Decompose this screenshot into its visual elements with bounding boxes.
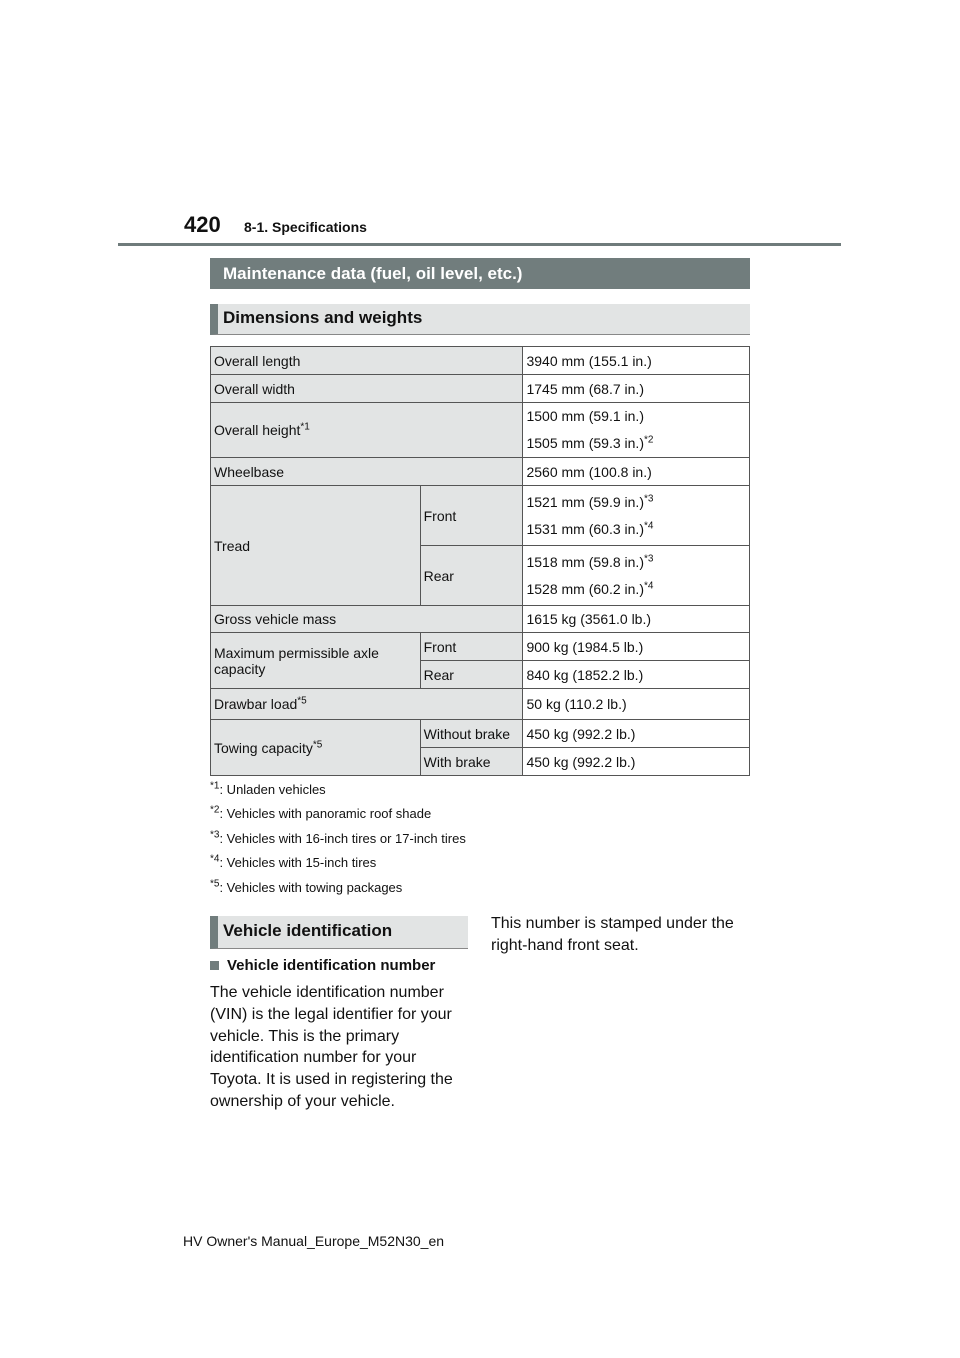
overall-width-label: Overall width: [211, 375, 523, 403]
axle-capacity-label: Maximum permissible axle capacity: [211, 633, 421, 689]
table-row: [211, 347, 750, 375]
tread-front-value: 1521 mm (59.9 in.)$^{*3}$ 1531 mm (60.3 in.)$^{*4}$: [523, 486, 750, 546]
axle-rear-label: Rear: [420, 661, 523, 689]
page-footer: HV Owner's Manual_Europe_M52N30_en: [183, 1233, 445, 1249]
towing-with-brake-value: 450 kg (992.2 lb.): [523, 748, 750, 776]
axle-front-label: Front: [420, 633, 523, 661]
overall-length-value: 3940 mm (155.1 in.): [523, 347, 750, 375]
section-label: 8-1. Specifications: [244, 219, 367, 235]
towing-without-brake-label: Without brake: [420, 720, 523, 748]
table-row: [211, 403, 750, 458]
footnote-ref: *5: [312, 738, 323, 750]
dimensions-heading: Dimensions and weights: [210, 304, 750, 335]
footnote: $^{*4}$: Vehicles with 15-inch tires: [210, 853, 377, 871]
towing-without-brake-value: 450 kg (992.2 lb.): [523, 720, 750, 748]
axle-front-value: 900 kg (1984.5 lb.): [523, 633, 750, 661]
footnote-ref: *4: [643, 579, 654, 591]
towing-capacity-label: Towing capacity$^{*5}$: [211, 720, 421, 776]
table-row: [211, 458, 750, 486]
dimensions-table: [210, 346, 750, 776]
gross-vehicle-mass-label: Gross vehicle mass: [211, 606, 523, 633]
square-bullet-icon: [210, 961, 219, 970]
page-number: 420: [184, 212, 221, 237]
tread-rear-value: 1518 mm (59.8 in.)$^{*3}$ 1528 mm (60.2 in.)$^{*4}$: [523, 546, 750, 606]
axle-rear-value: 840 kg (1852.2 lb.): [523, 661, 750, 689]
main-heading: Maintenance data (fuel, oil level, etc.): [210, 258, 750, 289]
footnote: $^{*2}$: Vehicles with panoramic roof shade: [210, 805, 432, 822]
footnote-ref: *2: [643, 434, 654, 446]
footnote: $^{*3}$: Vehicles with 16-inch tires or 17-inch tires: [210, 829, 466, 846]
footnotes: [210, 778, 466, 900]
tread-rear-label: Rear: [420, 546, 523, 606]
towing-with-brake-label: With brake: [420, 748, 523, 776]
drawbar-load-value: 50 kg (110.2 lb.): [523, 689, 750, 720]
vehicle-identification-heading: Vehicle identification: [210, 916, 468, 949]
overall-height-value: 1500 mm (59.1 in.) 1505 mm (59.3 in.)$^{*2}$: [523, 403, 750, 458]
gross-vehicle-mass-value: 1615 kg (3561.0 lb.): [523, 606, 750, 633]
wheelbase-value: 2560 mm (100.8 in.): [523, 458, 750, 486]
overall-width-value: 1745 mm (68.7 in.): [523, 375, 750, 403]
wheelbase-label: Wheelbase: [211, 458, 523, 486]
overall-length-label: Overall length: [211, 347, 523, 375]
vin-location-text: This number is stamped under the right-hand front seat.: [491, 915, 734, 954]
table-row: [211, 486, 750, 546]
drawbar-load-label: Drawbar load$^{*5}$: [211, 689, 523, 720]
footnote: $^{*5}$: Vehicles with towing packages: [210, 878, 403, 895]
footnote-ref: *5: [297, 695, 307, 707]
tread-label: Tread: [211, 486, 421, 606]
table-row: [211, 689, 750, 720]
table-row: [211, 633, 750, 661]
footnote-ref: *4: [643, 519, 654, 531]
vin-description: The vehicle identification number (VIN) is the legal identifier for your vehicle. This is the primary identification number for your Toyota. It is used in registering the ownership of your vehicle.: [210, 984, 453, 1110]
footnote-ref: *3: [643, 492, 654, 504]
footnote: $^{*1}$: Unladen vehicles: [210, 780, 326, 797]
overall-height-label: Overall height$^{*1}$: [211, 403, 523, 458]
table-row: [211, 375, 750, 403]
table-row: [211, 606, 750, 633]
vin-title: Vehicle identification number: [210, 957, 435, 974]
footnote-ref: *3: [643, 552, 654, 564]
header-divider: [118, 243, 841, 246]
footnote-ref: *1: [300, 421, 310, 433]
table-row: [211, 720, 750, 748]
tread-front-label: Front: [420, 486, 523, 546]
